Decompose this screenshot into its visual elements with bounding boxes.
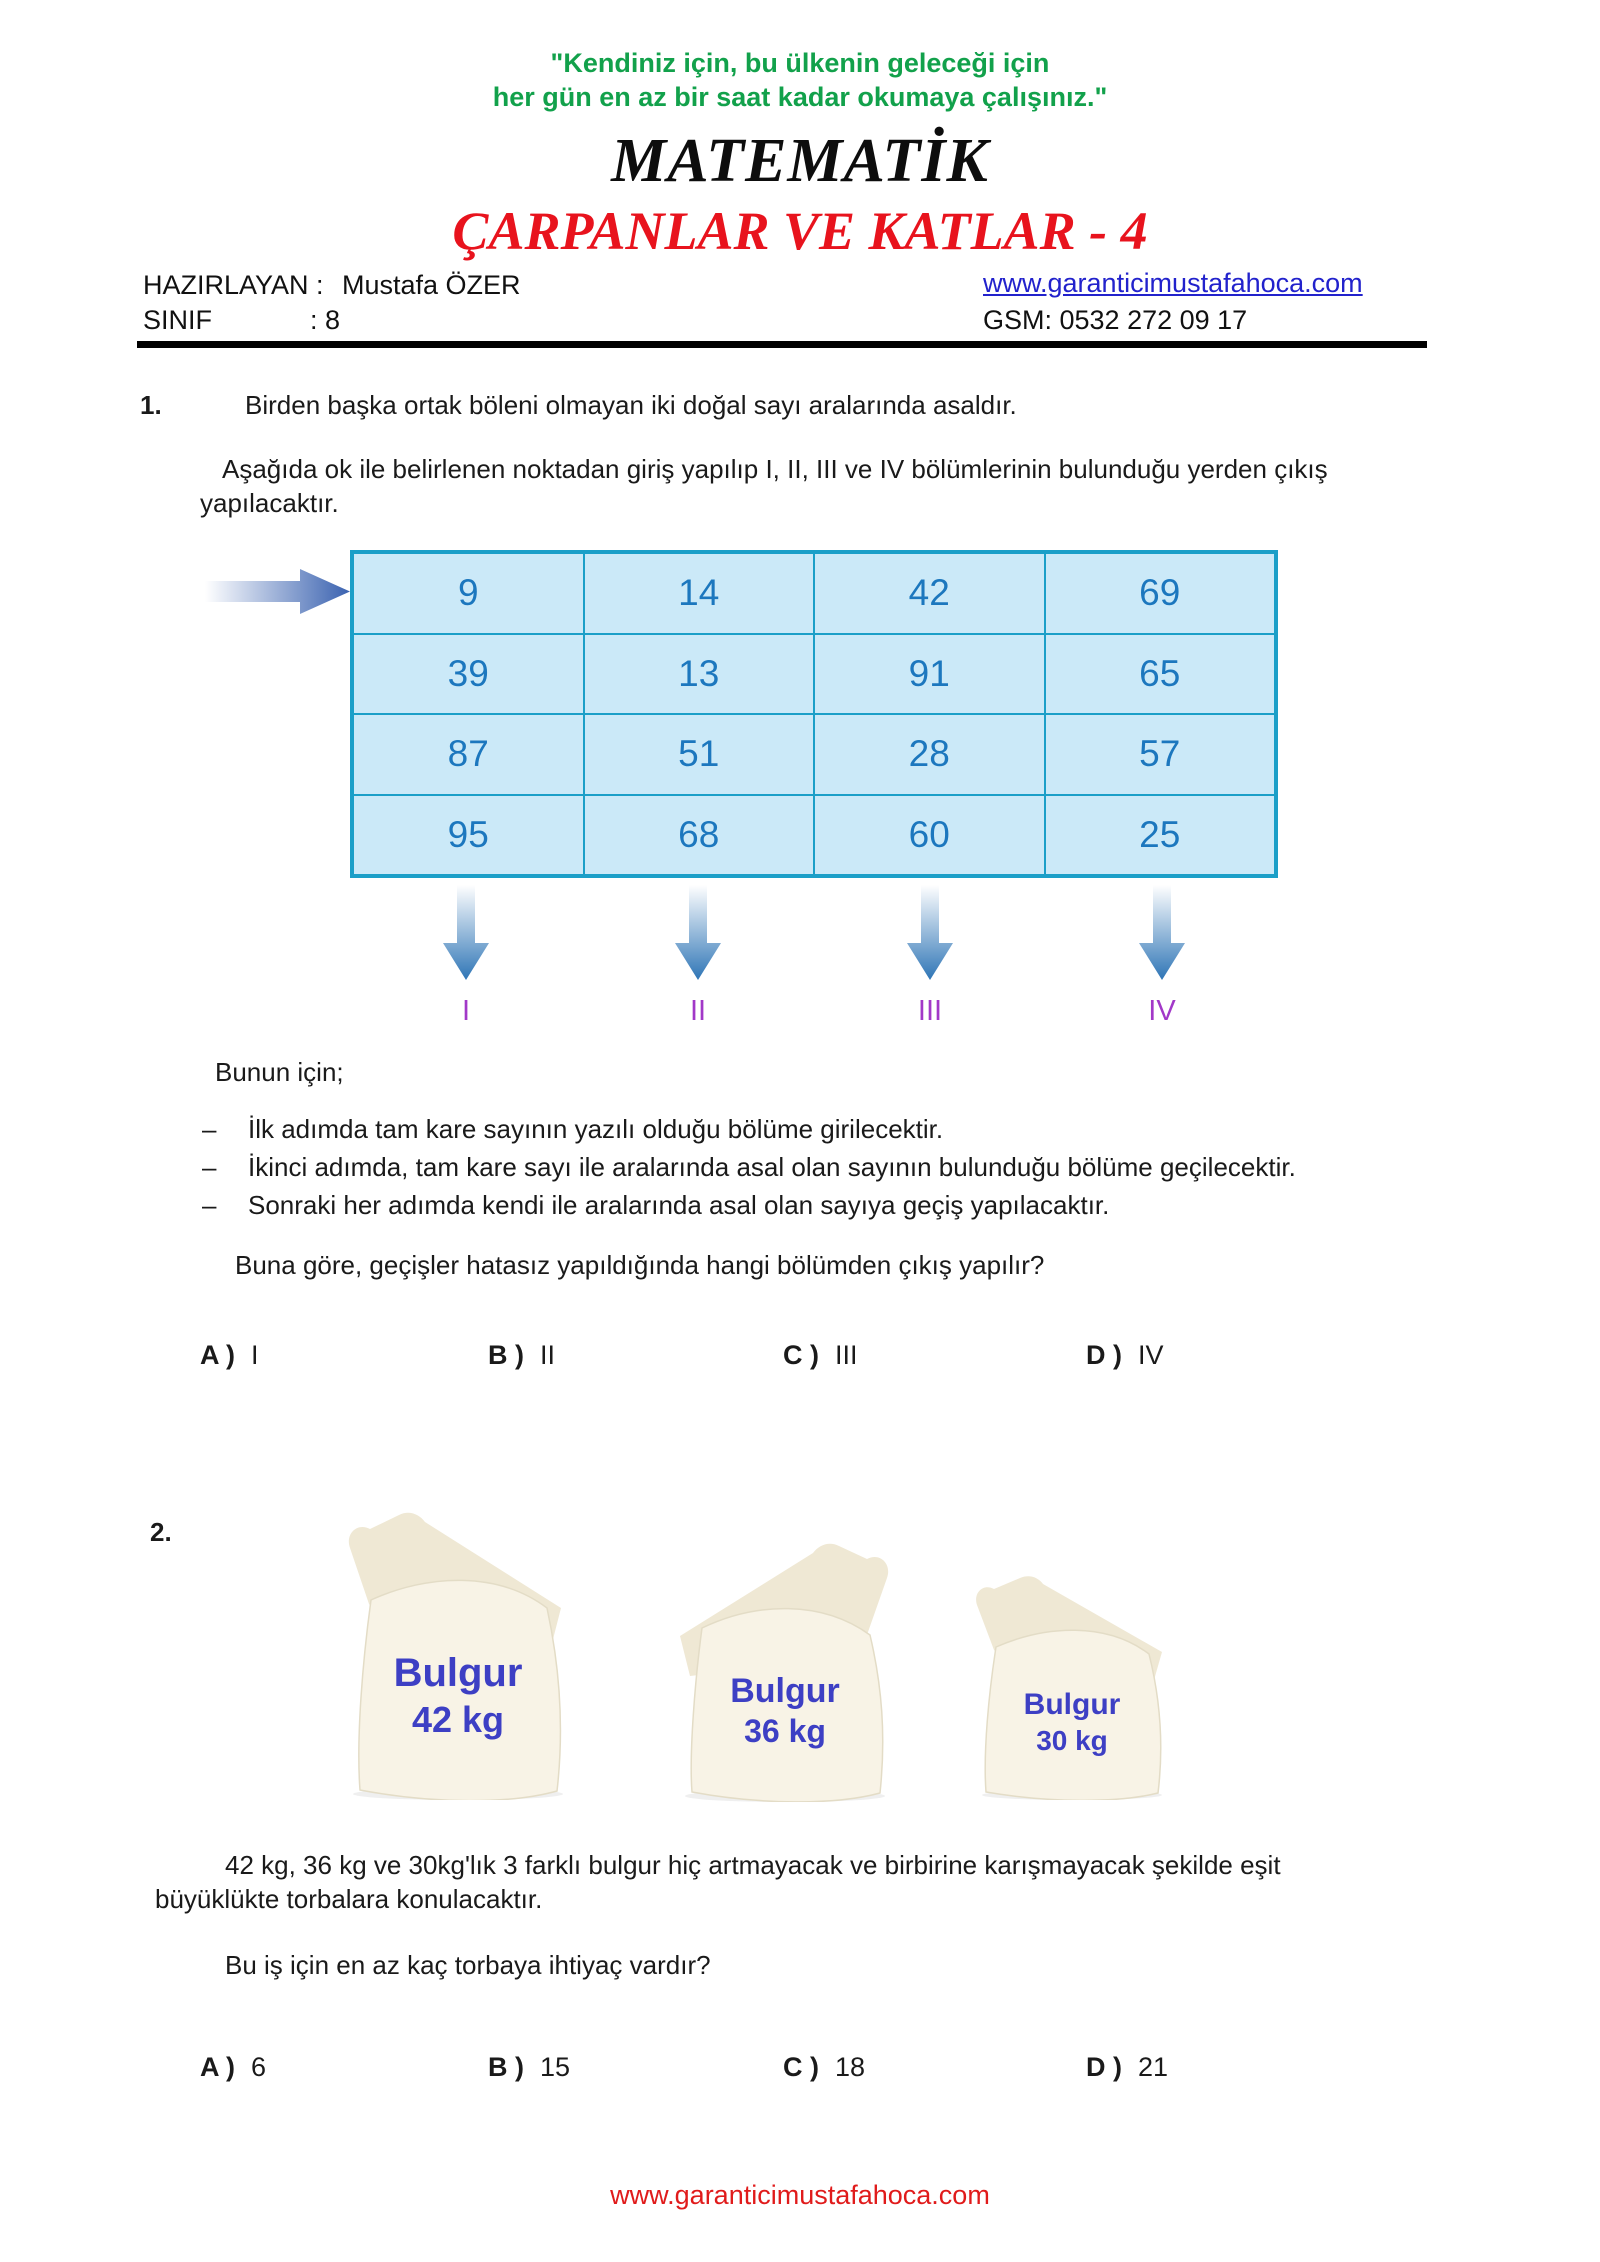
header-quote-line1: "Kendiniz için, bu ülkenin geleceği için — [550, 48, 1050, 78]
class-label: SINIF — [143, 305, 213, 335]
q1-bullet-3 — [202, 1188, 1109, 1222]
exit-label-3: III — [917, 995, 943, 1027]
bag-label: Bulgur — [1023, 1688, 1121, 1721]
bag-label: Bulgur — [730, 1672, 840, 1710]
bullet-dash-icon: – — [202, 1114, 217, 1144]
q1-bullet-2-text: İkinci adımda, tam kare sayı ile aralarında asal olan sayının bulunduğu bölüme geçilecektir. — [248, 1152, 1296, 1182]
header-quote-line2: her gün en az bir saat kadar okumaya çalışınız." — [492, 82, 1108, 112]
table-cell: 13 — [584, 634, 815, 715]
q1-statement: Birden başka ortak böleni olmayan iki doğal sayı aralarında asaldır. — [245, 390, 1017, 420]
q1-bullet-3-text: Sonraki her adımda kendi ile aralarında asal olan sayıya geçiş yapılacaktır. — [248, 1190, 1110, 1220]
q2-option-b — [488, 2052, 570, 2083]
table-cell: 60 — [814, 795, 1045, 876]
q1-bullet-2 — [202, 1150, 1296, 1184]
exit-arrow-icon-4 — [1139, 885, 1185, 980]
header-divider — [137, 341, 1427, 348]
option-value: IV — [1138, 1340, 1164, 1370]
option-value: 6 — [251, 2052, 267, 2082]
q2-question: Bu iş için en az kaç torbaya ihtiyaç vardır? — [225, 1950, 711, 1980]
bag-weight: 36 kg — [744, 1713, 826, 1749]
class-value: : 8 — [310, 305, 341, 335]
gsm-number: GSM: 0532 272 09 17 — [983, 305, 1248, 335]
prepared-by-value: Mustafa ÖZER — [342, 270, 521, 300]
number-table — [350, 550, 1278, 878]
exit-arrow-icon-3 — [907, 885, 953, 980]
table-cell: 87 — [353, 714, 584, 795]
page-title: MATEMATİK — [611, 127, 989, 195]
option-letter: B ) — [488, 2052, 524, 2082]
table-cell: 95 — [353, 795, 584, 876]
bag-weight: 42 kg — [411, 1699, 505, 1740]
bulgur-bag-42kg — [333, 1508, 583, 1800]
page-subtitle: ÇARPANLAR VE KATLAR - 4 — [452, 201, 1148, 261]
option-value: 21 — [1138, 2052, 1169, 2082]
table-cell: 91 — [814, 634, 1045, 715]
exit-arrow-icon-2 — [675, 885, 721, 980]
q2-option-c — [783, 2052, 865, 2083]
q1-question: Buna göre, geçişler hatasız yapıldığında hangi bölümden çıkış yapılır? — [235, 1250, 1045, 1280]
table-cell: 39 — [353, 634, 584, 715]
q2-description: 42 kg, 36 kg ve 30kg'lık 3 farklı bulgur hiç artmayacak ve birbirine karışmayacak şekilde eşit büyüklükte torbalara konulacaktır. — [155, 1850, 1281, 1914]
bullet-dash-icon: – — [202, 1190, 217, 1220]
footer-url: www.garanticimustafahoca.com — [610, 2180, 990, 2210]
option-letter: C ) — [783, 1340, 819, 1370]
q2-option-d — [1086, 2052, 1168, 2083]
table-cell: 69 — [1045, 553, 1276, 634]
bag-weight: 30 kg — [1036, 1725, 1108, 1756]
exit-label-2: II — [689, 995, 707, 1027]
q2-number: 2. — [150, 1517, 172, 1547]
table-cell: 28 — [814, 714, 1045, 795]
table-cell: 65 — [1045, 634, 1276, 715]
option-letter: C ) — [783, 2052, 819, 2082]
q1-bullet-1 — [202, 1112, 943, 1146]
q1-option-a — [200, 1340, 259, 1371]
option-letter: A ) — [200, 1340, 235, 1370]
q1-option-c — [783, 1340, 858, 1371]
option-value: I — [251, 1340, 259, 1370]
table-cell: 25 — [1045, 795, 1276, 876]
table-cell: 14 — [584, 553, 815, 634]
bulgur-bag-30kg — [962, 1572, 1182, 1800]
table-cell: 68 — [584, 795, 815, 876]
option-letter: D ) — [1086, 1340, 1122, 1370]
q2-options-row — [0, 2052, 1600, 2092]
table-cell: 42 — [814, 553, 1045, 634]
website-link[interactable]: www.garanticimustafahoca.com — [983, 268, 1363, 298]
option-letter: D ) — [1086, 2052, 1122, 2082]
exit-label-4: IV — [1148, 995, 1176, 1027]
option-value: 15 — [540, 2052, 571, 2082]
q1-option-d — [1086, 1340, 1164, 1371]
option-letter: B ) — [488, 1340, 524, 1370]
table-cell: 51 — [584, 714, 815, 795]
q1-option-b — [488, 1340, 555, 1371]
q2-option-a — [200, 2052, 266, 2083]
option-letter: A ) — [200, 2052, 235, 2082]
entry-arrow-icon — [205, 564, 350, 619]
exit-label-1: I — [461, 995, 471, 1027]
q1-number: 1. — [140, 390, 162, 420]
bullet-dash-icon: – — [202, 1152, 217, 1182]
q1-description: Aşağıda ok ile belirlenen noktadan giriş yapılıp I, II, III ve IV bölümlerinin bulunduğu yerden çıkış yapılacaktır. — [200, 454, 1328, 518]
prepared-by-label: HAZIRLAYAN : — [143, 270, 324, 300]
q1-bullet-1-text: İlk adımda tam kare sayının yazılı olduğu bölüme girilecektir. — [248, 1114, 944, 1144]
bag-label: Bulgur — [393, 1651, 523, 1695]
option-value: 18 — [835, 2052, 866, 2082]
table-cell: 9 — [353, 553, 584, 634]
table-cell: 57 — [1045, 714, 1276, 795]
exit-arrow-icon-1 — [443, 885, 489, 980]
q1-intro: Bunun için; — [215, 1057, 344, 1087]
option-value: III — [835, 1340, 858, 1370]
option-value: II — [540, 1340, 556, 1370]
bulgur-bag-36kg — [664, 1540, 906, 1802]
q1-options-row — [0, 1340, 1600, 1380]
